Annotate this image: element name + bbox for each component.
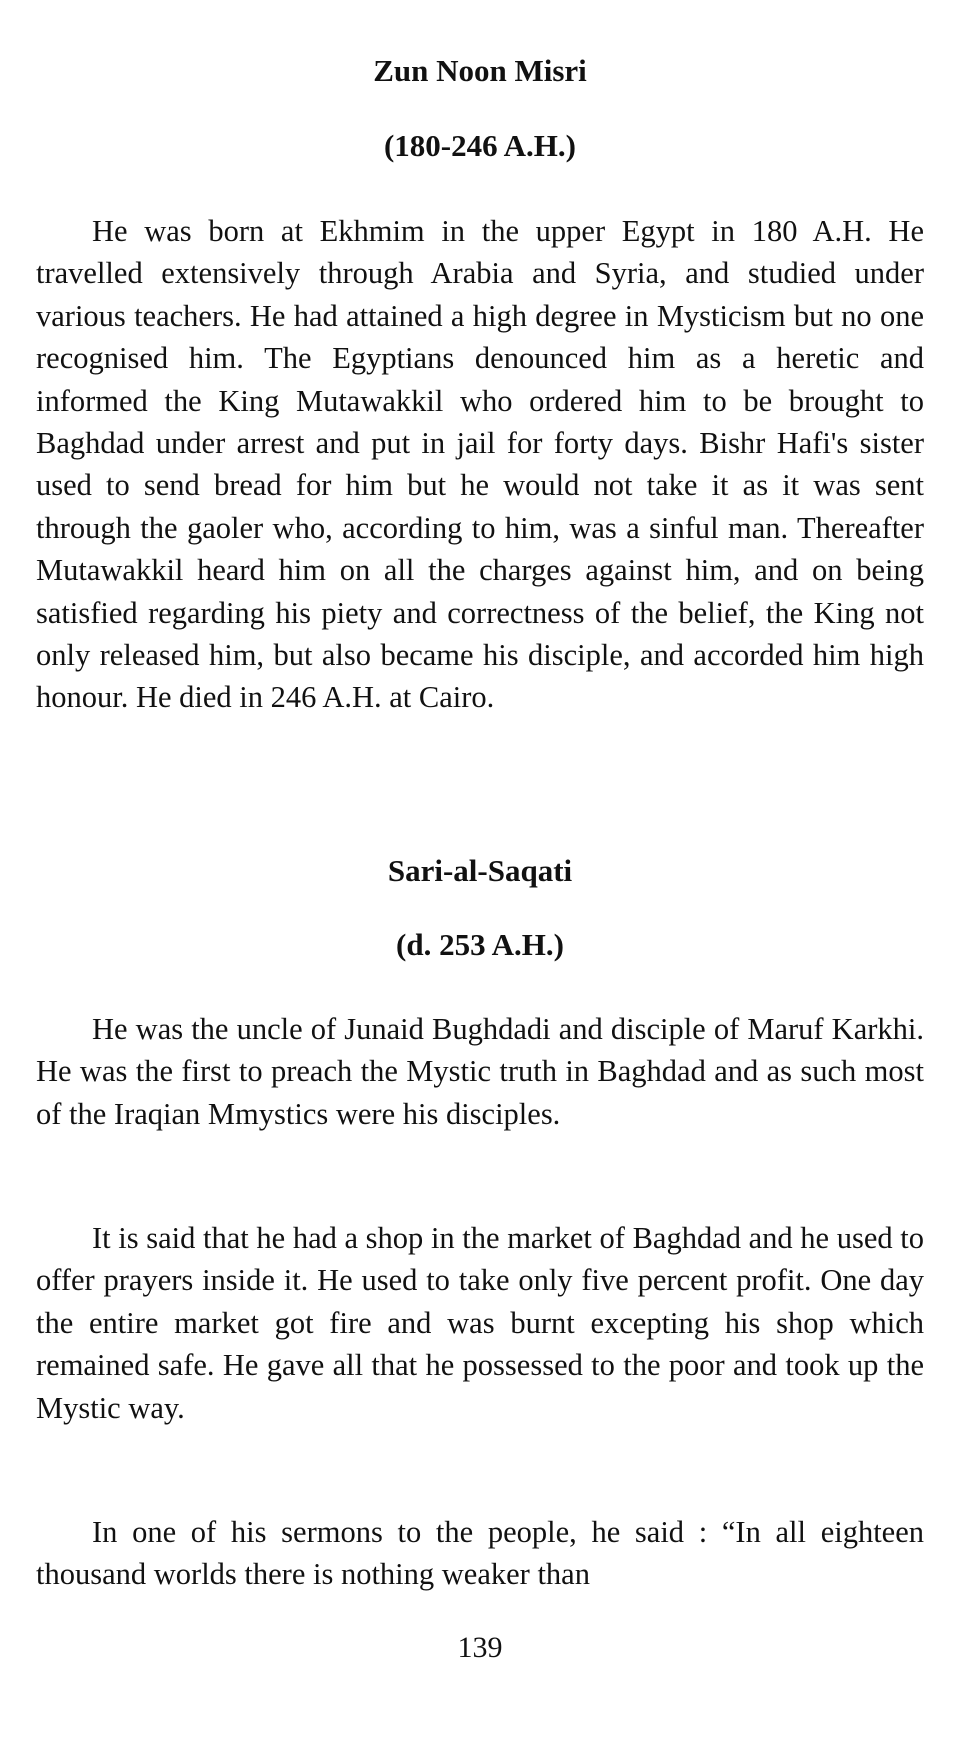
body-paragraph: In one of his sermons to the people, he said : “In all eighteen thousand worlds there is nothing weaker than [36,1515,924,1592]
body-paragraph: He was born at Ekhmim in the upper Egypt in 180 A.H. He travelled extensively through Arabia and Syria, and studied under various teachers. He had attained a high degree in Mysticism but no one recognised him. The Egyptians denounced him as a heretic and informed the King Mutawakkil who ordered him to be brought to Baghdad under arrest and put in jail for forty days. Bishr Hafi's sister used to send bread for him but he would not take it as it was sent through the gaoler who, according to him, was a sinful man. Thereafter Mutawakkil heard him on all the charges against him, and on being satisfied regarding his piety and correctness of the belief, the King not only released him, but also became his disciple, and accorded him high honour. He died in 246 A.H. at Cairo. [36,214,924,715]
document-page [36,0,924,1742]
section-dates-zun-noon-misri: (180-246 A.H.) [383,128,576,163]
page-number: 139 [457,1631,503,1664]
body-paragraph: It is said that he had a shop in the market of Baghdad and he used to offer prayers inside it. He used to take only five percent profit. One day the entire market got fire and was burnt excepting his shop which remained safe. He gave all that he possessed to the poor and took up the Mystic way. [36,1221,924,1425]
body-paragraph: He was the uncle of Junaid Bughdadi and disciple of Maruf Karkhi. He was the first to preach the Mystic truth in Baghdad and as such most of the Iraqian Mmystics were his disciples. [36,1012,924,1131]
section-title-zun-noon-misri: Zun Noon Misri [373,53,587,88]
section-title-sari-al-saqati: Sari-al-Saqati [387,853,573,888]
section-dates-sari-al-saqati: (d. 253 A.H.) [396,927,564,962]
